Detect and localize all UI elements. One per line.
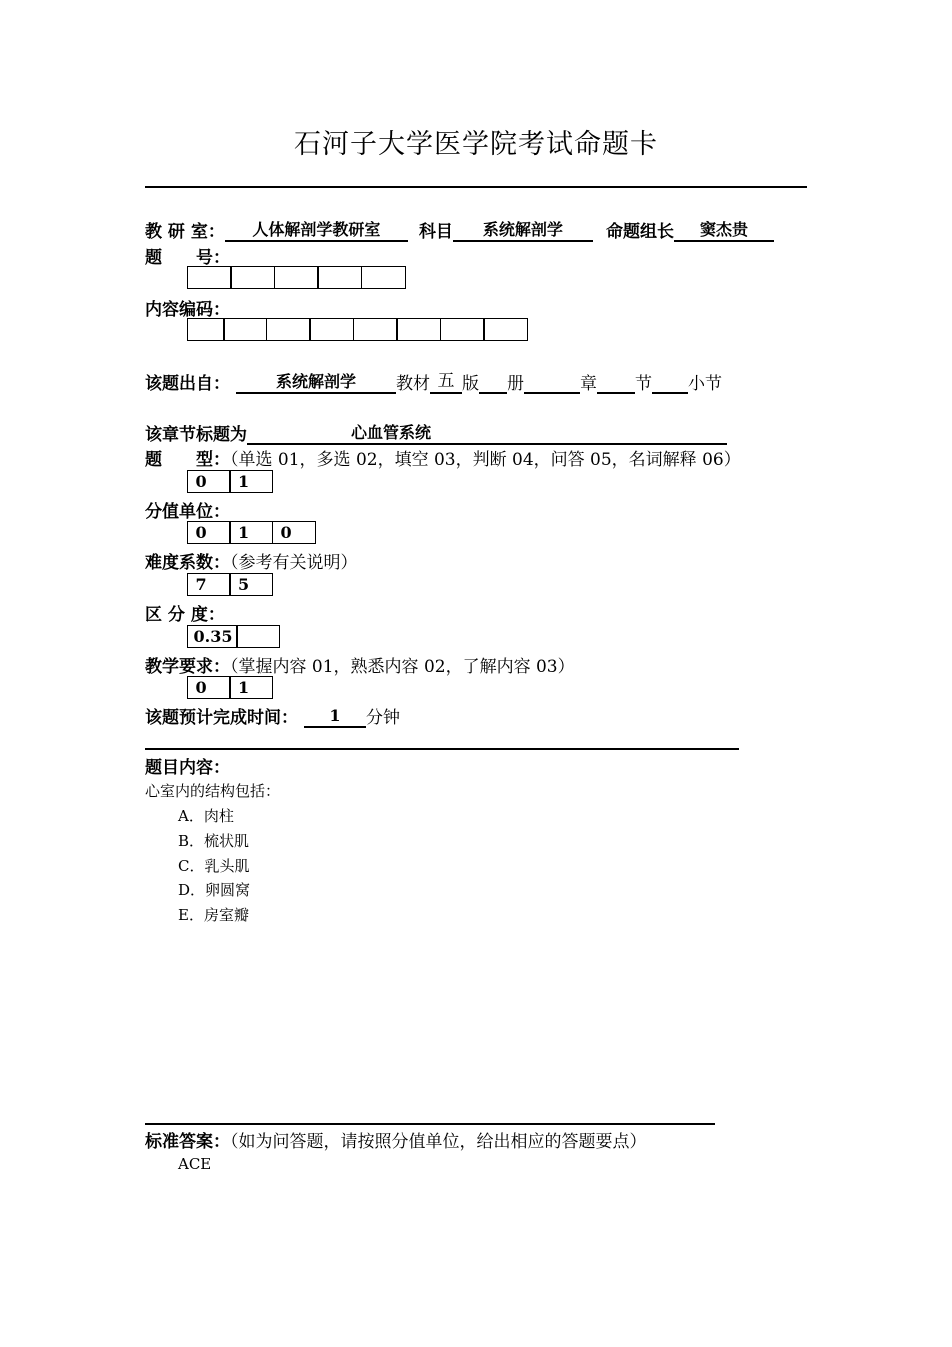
difficulty-line <box>145 548 358 573</box>
dept-label: 教 研 室： <box>145 222 225 242</box>
question-number-box <box>274 266 319 289</box>
question-type-hint: （单选 01，多选 02，填空 03，判断 04，问答 05，名词解释 06） <box>230 450 741 470</box>
question-type-boxes <box>188 470 273 493</box>
answer-value: ACE <box>178 1155 212 1173</box>
score-unit-label: 分值单位： <box>145 502 230 522</box>
score-unit-box: 0 <box>187 521 231 544</box>
answer-label: 标准答案： <box>145 1132 230 1152</box>
subsection-label: 小节 <box>688 374 722 394</box>
chapter-title-line <box>145 420 727 445</box>
question-type-label: 题 型： <box>145 450 230 470</box>
discrimination-box: 0.35 <box>187 625 238 648</box>
difficulty-box: 7 <box>187 573 231 596</box>
edition-label: 版 <box>462 374 479 394</box>
difficulty-label: 难度系数： <box>145 553 230 573</box>
difficulty-hint: （参考有关说明） <box>230 553 358 573</box>
answer-hint: （如为问答题，请按照分值单位，给出相应的答题要点） <box>230 1132 647 1152</box>
source-label: 该题出自： <box>145 374 230 394</box>
source-line <box>145 369 722 394</box>
content-code-label: 内容编码： <box>145 300 230 320</box>
score-unit-box: 1 <box>229 521 273 544</box>
time-line <box>145 703 400 728</box>
teaching-req-boxes <box>188 676 273 699</box>
question-stem: 心室内的结构包括： <box>145 782 281 800</box>
leader-value: 窦杰贵 <box>674 220 774 242</box>
chapter-label: 章 <box>580 374 597 394</box>
option-item: A．肉柱 <box>178 807 234 825</box>
question-number-box <box>361 266 406 289</box>
content-label: 题目内容： <box>145 758 230 778</box>
difficulty-box: 5 <box>229 573 273 596</box>
discrimination-label: 区 分 度： <box>145 605 225 625</box>
score-unit-boxes <box>188 521 316 544</box>
teaching-req-label: 教学要求： <box>145 657 230 677</box>
page-title: 石河子大学医学院考试命题卡 <box>294 129 658 160</box>
content-code-box <box>309 318 354 341</box>
content-code-box <box>187 318 225 341</box>
section-label: 节 <box>635 374 652 394</box>
option-item: B．梳状肌 <box>178 832 250 850</box>
question-number-label: 题 号： <box>145 248 230 268</box>
time-label: 该题预计完成时间： <box>145 708 298 728</box>
option-item: C．乳头肌 <box>178 857 250 875</box>
content-code-box <box>440 318 485 341</box>
content-code-box <box>266 318 311 341</box>
content-code-box <box>223 318 267 341</box>
volume-label: 册 <box>507 374 524 394</box>
question-type-line <box>145 445 741 470</box>
discrimination-boxes <box>188 625 280 648</box>
teaching-req-line <box>145 652 575 677</box>
question-number-box <box>187 266 232 289</box>
discrimination-box <box>236 625 280 648</box>
question-type-box: 1 <box>229 470 273 493</box>
section-blank <box>597 372 635 394</box>
source-book: 系统解剖学 <box>236 372 396 394</box>
dept-value: 人体解剖学教研室 <box>225 220 408 242</box>
option-item: E．房室瓣 <box>178 906 249 924</box>
subsection-blank <box>652 372 688 394</box>
teaching-req-box: 1 <box>229 676 273 699</box>
teaching-req-box: 0 <box>187 676 231 699</box>
answer-divider <box>145 1123 715 1125</box>
title-divider <box>145 186 807 188</box>
content-code-boxes <box>188 318 528 341</box>
question-type-box: 0 <box>187 470 231 493</box>
content-code-box <box>396 318 441 341</box>
score-unit-box: 0 <box>272 521 316 544</box>
chapter-blank <box>524 372 580 394</box>
difficulty-boxes <box>188 573 273 596</box>
content-code-box <box>483 318 528 341</box>
option-item: D．卵圆窝 <box>178 881 251 899</box>
textbook-label: 教材 <box>396 374 430 394</box>
teaching-req-hint: （掌握内容 01，熟悉内容 02，了解内容 03） <box>230 657 575 677</box>
leader-label: 命题组长 <box>606 222 675 242</box>
time-unit: 分钟 <box>366 708 400 728</box>
question-number-box <box>230 266 275 289</box>
header-line <box>145 217 774 242</box>
question-number-box <box>317 266 362 289</box>
time-value: 1 <box>304 706 366 728</box>
chapter-title-value: 心血管系统 <box>247 423 727 445</box>
question-number-boxes <box>188 266 406 289</box>
chapter-title-label: 该章节标题为 <box>145 425 247 445</box>
content-divider <box>145 748 739 750</box>
subject-label: 科目 <box>418 222 453 242</box>
answer-line <box>145 1127 647 1152</box>
content-code-box <box>353 318 398 341</box>
edition-value: 五 <box>430 372 462 394</box>
subject-value: 系统解剖学 <box>453 220 593 242</box>
volume-blank <box>479 372 507 394</box>
